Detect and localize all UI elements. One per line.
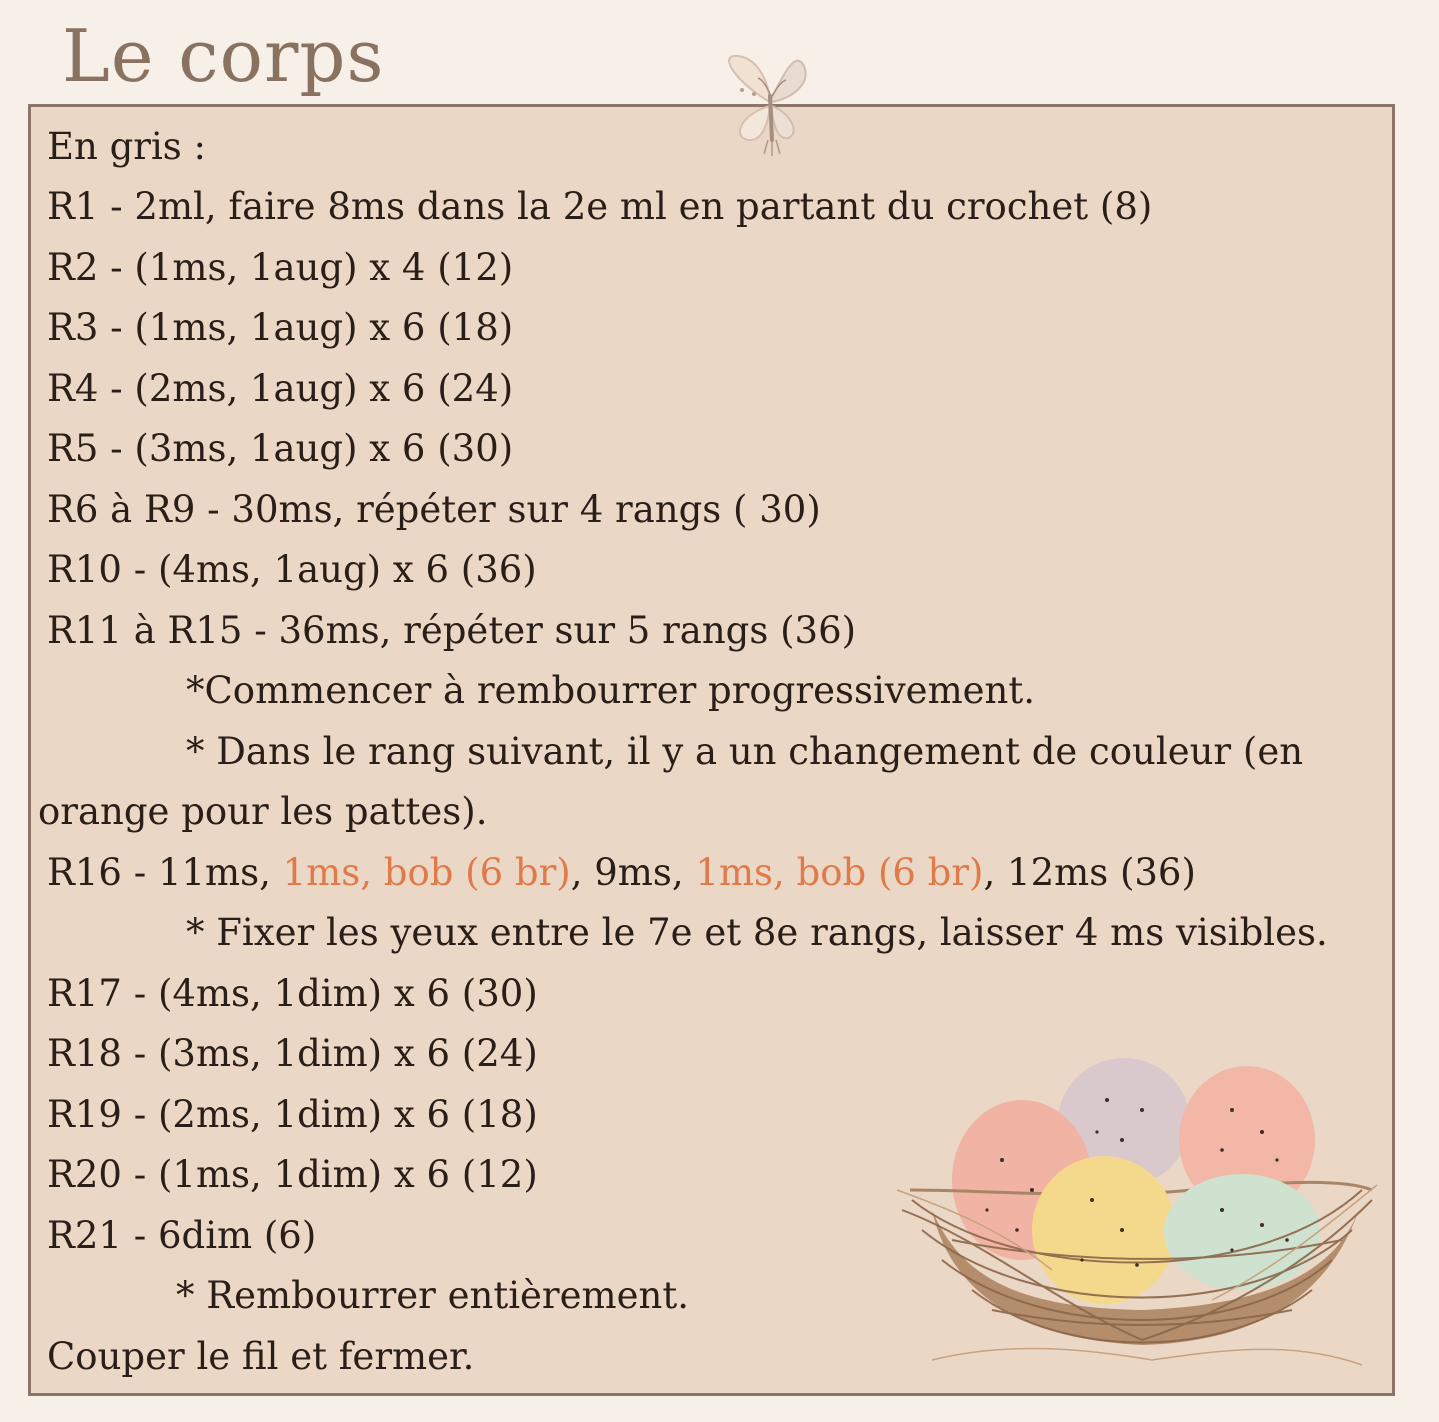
r16-part3: , 12ms (36) — [983, 851, 1196, 894]
note-stuffing: *Commencer à rembourrer progressivement. — [186, 669, 1036, 712]
section-label: En gris : — [47, 125, 207, 168]
row-instruction-r2: R2 - (1ms, 1aug) x 4 (12) — [47, 246, 514, 289]
row-instruction-r1: R1 - 2ml, faire 8ms dans la 2e ml en partant du crochet (8) — [47, 185, 1153, 228]
row-instruction-r11-r15: R11 à R15 - 36ms, répéter sur 5 rangs (36) — [47, 609, 857, 652]
page-title: Le corps — [62, 14, 385, 98]
row-instruction-r10: R10 - (4ms, 1aug) x 6 (36) — [47, 548, 537, 591]
row-instruction-r5: R5 - (3ms, 1aug) x 6 (30) — [47, 427, 514, 470]
note-color-change-cont: orange pour les pattes). — [38, 790, 488, 833]
row-instruction-r3: R3 - (1ms, 1aug) x 6 (18) — [47, 306, 514, 349]
row-instruction-r6-r9: R6 à R9 - 30ms, répéter sur 4 rangs ( 30) — [47, 488, 821, 531]
r16-part2: , 9ms, — [570, 851, 696, 894]
row-instruction-r17: R17 - (4ms, 1dim) x 6 (30) — [47, 972, 538, 1015]
row-instruction-r19: R19 - (2ms, 1dim) x 6 (18) — [47, 1093, 538, 1136]
row-instruction-r21: R21 - 6dim (6) — [47, 1214, 317, 1257]
note-color-change: * Dans le rang suivant, il y a un changement de couleur (en — [186, 730, 1304, 773]
r16-orange-2: 1ms, bob (6 br) — [695, 851, 984, 894]
r16-part1: R16 - 11ms, — [47, 851, 283, 894]
butterfly-icon — [708, 44, 828, 164]
row-instruction-r4: R4 - (2ms, 1aug) x 6 (24) — [47, 367, 514, 410]
r16-orange-1: 1ms, bob (6 br) — [282, 851, 571, 894]
closing-instruction: Couper le fil et fermer. — [47, 1335, 475, 1378]
note-stuff-fully: * Rembourrer entièrement. — [176, 1274, 689, 1317]
row-instruction-r18: R18 - (3ms, 1dim) x 6 (24) — [47, 1032, 538, 1075]
egg-nest-illustration — [892, 1040, 1382, 1390]
row-instruction-r16 — [47, 843, 1196, 903]
row-instruction-r20: R20 - (1ms, 1dim) x 6 (12) — [47, 1153, 538, 1196]
note-eyes: * Fixer les yeux entre le 7e et 8e rangs, laisser 4 ms visibles. — [186, 911, 1328, 954]
